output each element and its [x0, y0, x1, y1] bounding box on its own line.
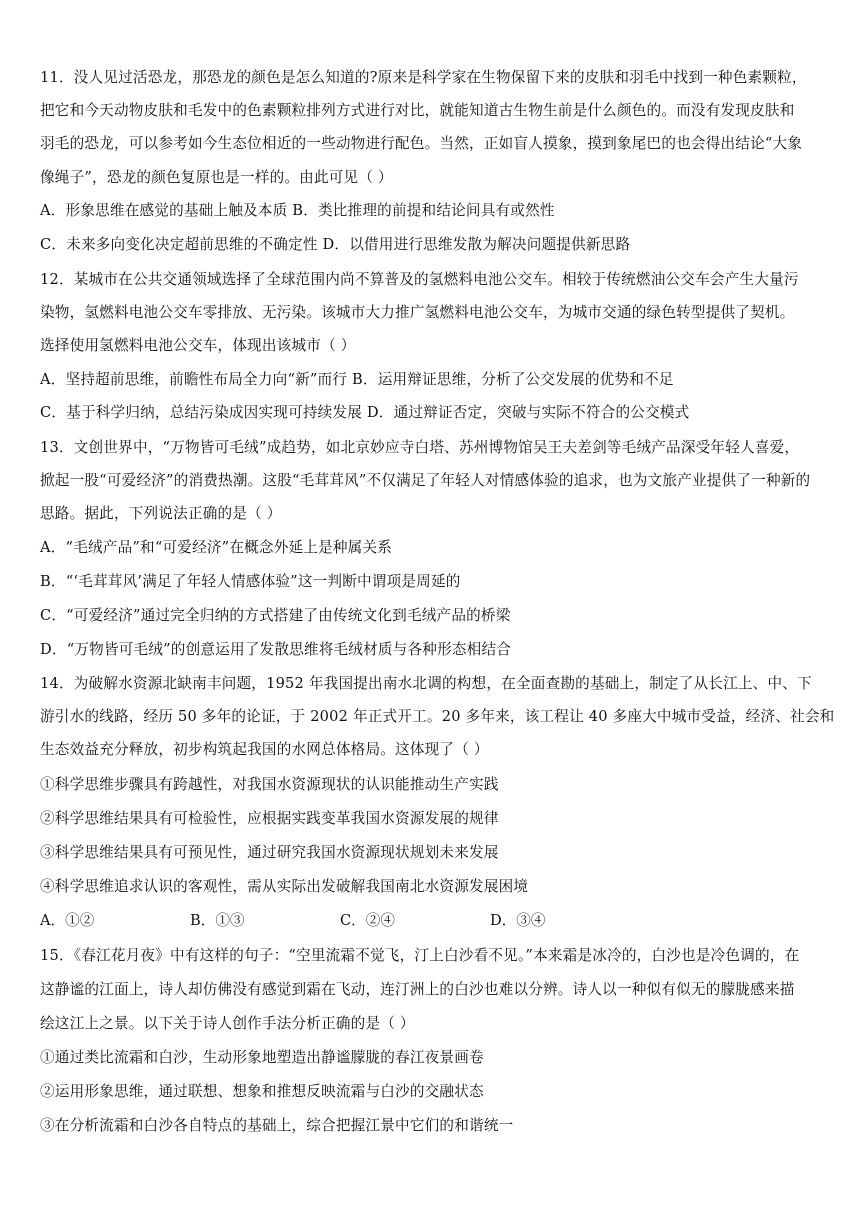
question-stem-line: 15．《春江花月夜》中有这样的句子：“空里流霜不觉飞，汀上白沙看不见。”本来霜是冰冷的，白沙也是冷色调的，在 — [40, 947, 800, 964]
numbered-statement: ③科学思维结果具有可预见性，通过研究我国水资源现状规划未来发展 — [40, 844, 499, 861]
question-stem-line: 12．某城市在公共交通领域选择了全球范围内尚不算普及的氢燃料电池公交车。相较于传统燃油公交车会产生大量污 — [40, 271, 799, 288]
answer-choice-d: D．③④ — [490, 912, 546, 929]
answer-choice-b: B．①③ — [190, 912, 245, 929]
answer-option: A．坚持超前思维，前瞻性布局全力向“新”而行 B．运用辩证思维，分析了公交发展的优势和不足 — [40, 371, 674, 388]
answer-choices — [40, 911, 830, 931]
question-stem-line: 染物，氢燃料电池公交车零排放、无污染。该城市大力推广氢燃料电池公交车，为城市交通的绿色转型提供了契机。 — [40, 304, 795, 321]
answer-option: A．“毛绒产品”和“可爱经济”在概念外延上是种属关系 — [40, 539, 393, 556]
numbered-statement: ①科学思维步骤具有跨越性，对我国水资源现状的认识能推动生产实践 — [40, 776, 499, 793]
answer-option: C．“可爱经济”通过完全归纳的方式搭建了由传统文化到毛绒产品的桥梁 — [40, 607, 511, 624]
question-stem-line: 把它和今天动物皮肤和毛发中的色素颗粒排列方式进行对比，就能知道古生物生前是什么颜色的。而没有发现皮肤和 — [40, 102, 795, 119]
answer-choice-c: C．②④ — [340, 912, 395, 929]
numbered-statement: ②科学思维结果具有可检验性，应根据实践变革我国水资源发展的规律 — [40, 810, 499, 827]
answer-option: C．基于科学归纳，总结污染成因实现可持续发展 D．通过辩证否定，突破与实际不符合的公交模式 — [40, 404, 690, 421]
question-stem-line: 11．没人见过活恐龙，那恐龙的颜色是怎么知道的?原来是科学家在生物保留下来的皮肤和羽毛中找到一种色素颗粒， — [40, 69, 807, 86]
question-stem-line: 13．文创世界中，“万物皆可毛绒”成趋势，如北京妙应寺白塔、苏州博物馆吴王夫差剑等毛绒产品深受年轻人喜爱， — [40, 439, 800, 456]
answer-option: A．形象思维在感觉的基础上触及本质 B．类比推理的前提和结论间具有或然性 — [40, 202, 555, 219]
answer-option: B．“‘毛茸茸风’满足了年轻人情感体验”这一判断中谓项是周延的 — [40, 573, 461, 590]
question-stem-line: 14．为破解水资源北缺南丰问题，1952 年我国提出南水北调的构想，在全面查勘的基础上，制定了从长江上、中、下 — [40, 675, 812, 692]
question-stem-line: 生态效益充分释放，初步构筑起我国的水网总体格局。这体现了（ ） — [40, 741, 489, 758]
question-stem-line: 这静谧的江面上，诗人却仿佛没有感觉到霜在飞动，连汀洲上的白沙也难以分辨。诗人以一种似有似无的朦胧感来描 — [40, 981, 795, 998]
question-stem-line: 像绳子”，恐龙的颜色复原也是一样的。由此可见（ ） — [40, 169, 393, 186]
numbered-statement: ③在分析流霜和白沙各自特点的基础上，综合把握江景中它们的和谐统一 — [40, 1117, 514, 1134]
numbered-statement: ④科学思维追求认识的客观性，需从实际出发破解我国南北水资源发展困境 — [40, 878, 529, 895]
answer-option: C．未来多向变化决定超前思维的不确定性 D．以借用进行思维发散为解决问题提供新思路 — [40, 236, 631, 253]
question-stem-line: 选择使用氢燃料电池公交车，体现出该城市（ ） — [40, 337, 356, 354]
question-stem-line: 羽毛的恐龙，可以参考如今生态位相近的一些动物进行配色。当然，正如盲人摸象，摸到象尾巴的也会得出结论“大象 — [40, 135, 803, 152]
answer-option: D．“万物皆可毛绒”的创意运用了发散思维将毛绒材质与各种形态相结合 — [40, 641, 512, 658]
answer-choice-a: A．①② — [40, 912, 95, 929]
numbered-statement: ②运用形象思维，通过联想、想象和推想反映流霜与白沙的交融状态 — [40, 1083, 484, 1100]
question-stem-line: 游引水的线路，经历 50 多年的论证，于 2002 年正式开工。20 多年来，该工程让 40 多座大中城市受益，经济、社会和 — [40, 708, 835, 725]
question-stem-line: 思路。据此，下列说法正确的是（ ） — [40, 505, 282, 522]
numbered-statement: ①通过类比流霜和白沙，生动形象地塑造出静谧朦胧的春江夜景画卷 — [40, 1049, 484, 1066]
question-stem-line: 绘这江上之景。以下关于诗人创作手法分析正确的是（ ） — [40, 1015, 415, 1032]
question-stem-line: 掀起一股“可爱经济”的消费热潮。这股“毛茸茸风”不仅满足了年轻人对情感体验的追求，也为文旅产业提供了一种新的 — [40, 472, 811, 489]
